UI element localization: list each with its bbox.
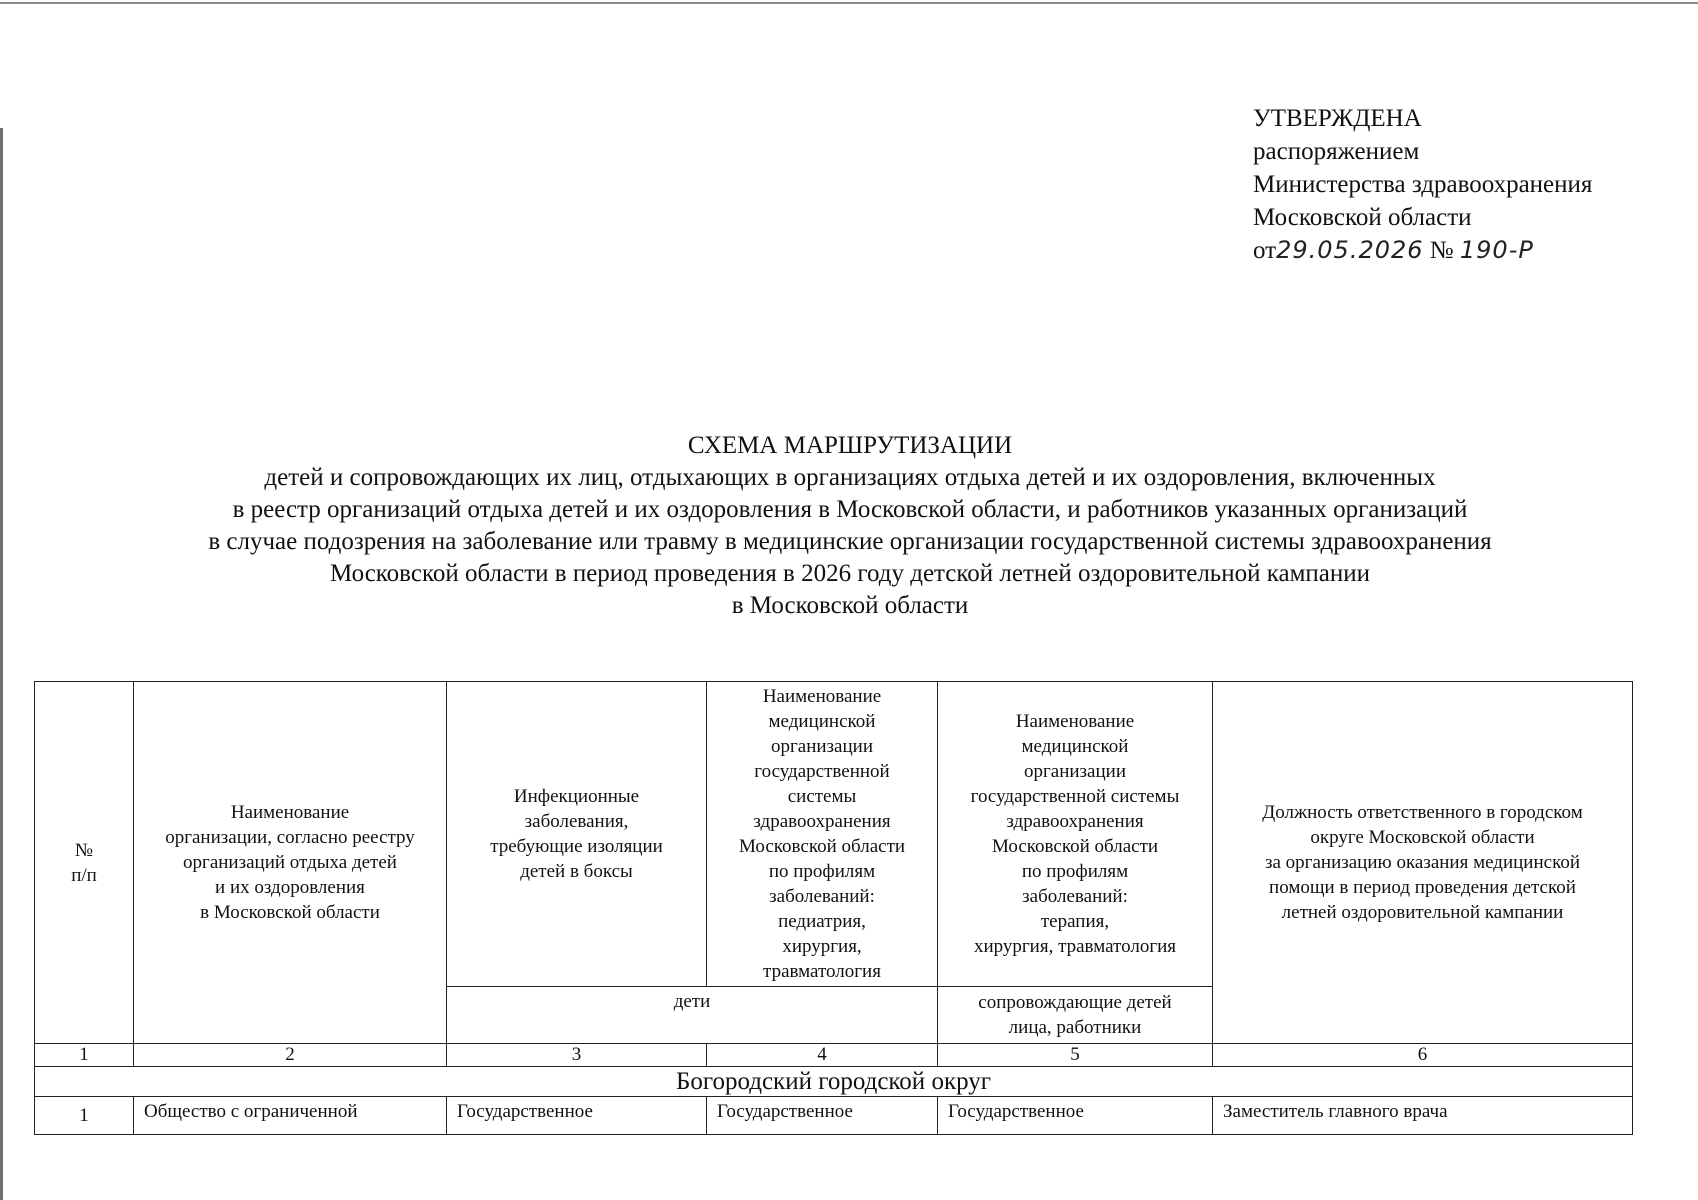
- header-line: организаций отдыха детей: [183, 852, 397, 873]
- column-number: 2: [134, 1044, 447, 1067]
- approval-date-line: [1253, 234, 1592, 267]
- header-line: терапия,: [1040, 911, 1110, 932]
- approval-line: Московской области: [1253, 204, 1472, 231]
- header-line: хирургия, травматология: [973, 936, 1177, 957]
- handwritten-date: 29.05.2026: [1276, 236, 1424, 264]
- subheader-children: дети: [447, 987, 938, 1044]
- header-line: Инфекционные: [513, 786, 640, 807]
- date-prefix: от: [1253, 237, 1277, 264]
- header-line: за организацию оказания медицинской: [1264, 852, 1581, 873]
- region-row: [35, 1067, 1633, 1097]
- header-adults-facility: [938, 682, 1213, 987]
- header-line: требующие изоляции: [490, 836, 663, 857]
- header-line: в Московской области: [200, 902, 380, 923]
- document-title: [40, 430, 1660, 622]
- row-organization: Общество с ограниченной: [134, 1097, 447, 1135]
- header-row: [35, 682, 1633, 987]
- title-line: в реестр организаций отдыха детей и их оздоровления в Московской области, и работников указанных организаций: [232, 496, 1468, 523]
- header-line: заболевания,: [524, 811, 629, 832]
- title-line: детей и сопровождающих их лиц, отдыхающих в организациях отдыха детей и их оздоровления, включенных: [264, 464, 1436, 491]
- header-line: Наименование: [1015, 711, 1135, 732]
- column-number: 6: [1213, 1044, 1633, 1067]
- header-organization: [134, 682, 447, 1044]
- title-heading: СХЕМА МАРШРУТИЗАЦИИ: [687, 432, 1013, 459]
- scan-left-edge: [0, 128, 3, 1200]
- header-line: педиатрия,: [778, 911, 866, 932]
- header-line: Должность ответственного в городском: [1262, 802, 1583, 823]
- header-line: летней оздоровительной кампании: [1281, 902, 1564, 923]
- header-line: государственной системы: [970, 786, 1180, 807]
- header-line: государственной: [754, 761, 890, 782]
- handwritten-number: 190-Р: [1459, 236, 1534, 264]
- header-responsible: [1213, 682, 1633, 1044]
- number-prefix: №: [1429, 237, 1454, 264]
- header-line: здравоохранения: [753, 811, 891, 832]
- header-line: организации: [770, 736, 873, 757]
- header-line: по профилям: [1021, 861, 1129, 882]
- header-line: лица, работники: [1008, 1017, 1142, 1038]
- header-line: Наименование: [762, 686, 882, 707]
- header-line: сопровождающие детей: [978, 992, 1172, 1013]
- column-number-row: [35, 1044, 1633, 1067]
- scan-top-edge: [0, 2, 1698, 4]
- header-line: п/п: [71, 864, 97, 886]
- row-number: 1: [35, 1097, 134, 1135]
- approval-line: Министерства здравоохранения: [1253, 171, 1593, 198]
- column-number: 3: [447, 1044, 707, 1067]
- header-infectious: [447, 682, 707, 987]
- header-line: медицинской: [1021, 736, 1129, 757]
- region-name: Богородский городской округ: [35, 1067, 1633, 1097]
- header-line: хирургия,: [782, 936, 862, 957]
- header-line: детей в боксы: [520, 861, 633, 882]
- column-number: 5: [938, 1044, 1213, 1067]
- approval-line: распоряжением: [1253, 138, 1420, 165]
- column-number: 1: [35, 1044, 134, 1067]
- header-line: организации: [1023, 761, 1126, 782]
- header-line: здравоохранения: [1006, 811, 1144, 832]
- header-line: округе Московской области: [1310, 827, 1535, 848]
- header-line: организации, согласно реестру: [165, 827, 415, 848]
- subheader-adults: [938, 987, 1213, 1044]
- row-adults-facility: Государственное: [938, 1097, 1213, 1135]
- title-line: Московской области в период проведения в 2026 году детской летней оздоровительной кампании: [329, 560, 1371, 587]
- header-line: заболеваний:: [769, 886, 875, 907]
- row-infectious: Государственное: [447, 1097, 707, 1135]
- header-line: помощи в период проведения детской: [1269, 877, 1576, 898]
- row-responsible: Заместитель главного врача: [1213, 1097, 1633, 1135]
- header-number: [35, 682, 134, 1044]
- header-line: травматология: [763, 961, 881, 982]
- header-line: по профилям: [768, 861, 876, 882]
- approval-title: УТВЕРЖДЕНА: [1253, 105, 1422, 132]
- approval-stamp: [1253, 102, 1592, 267]
- row-children-facility: Государственное: [707, 1097, 938, 1135]
- header-line: Московской области: [738, 836, 906, 857]
- header-children-facility: [707, 682, 938, 987]
- header-line: системы: [787, 786, 857, 807]
- header-line: и их оздоровления: [215, 877, 365, 898]
- title-line: в случае подозрения на заболевание или травму в медицинские организации государственной системы здравоохранения: [208, 528, 1492, 555]
- header-line: Московской области: [991, 836, 1159, 857]
- title-line: в Московской области: [731, 592, 969, 619]
- header-line: №: [74, 839, 94, 861]
- header-line: Наименование: [230, 802, 350, 823]
- routing-table: [34, 681, 1633, 1135]
- table-row: [35, 1097, 1633, 1135]
- header-line: заболеваний:: [1022, 886, 1128, 907]
- column-number: 4: [707, 1044, 938, 1067]
- header-line: медицинской: [768, 711, 876, 732]
